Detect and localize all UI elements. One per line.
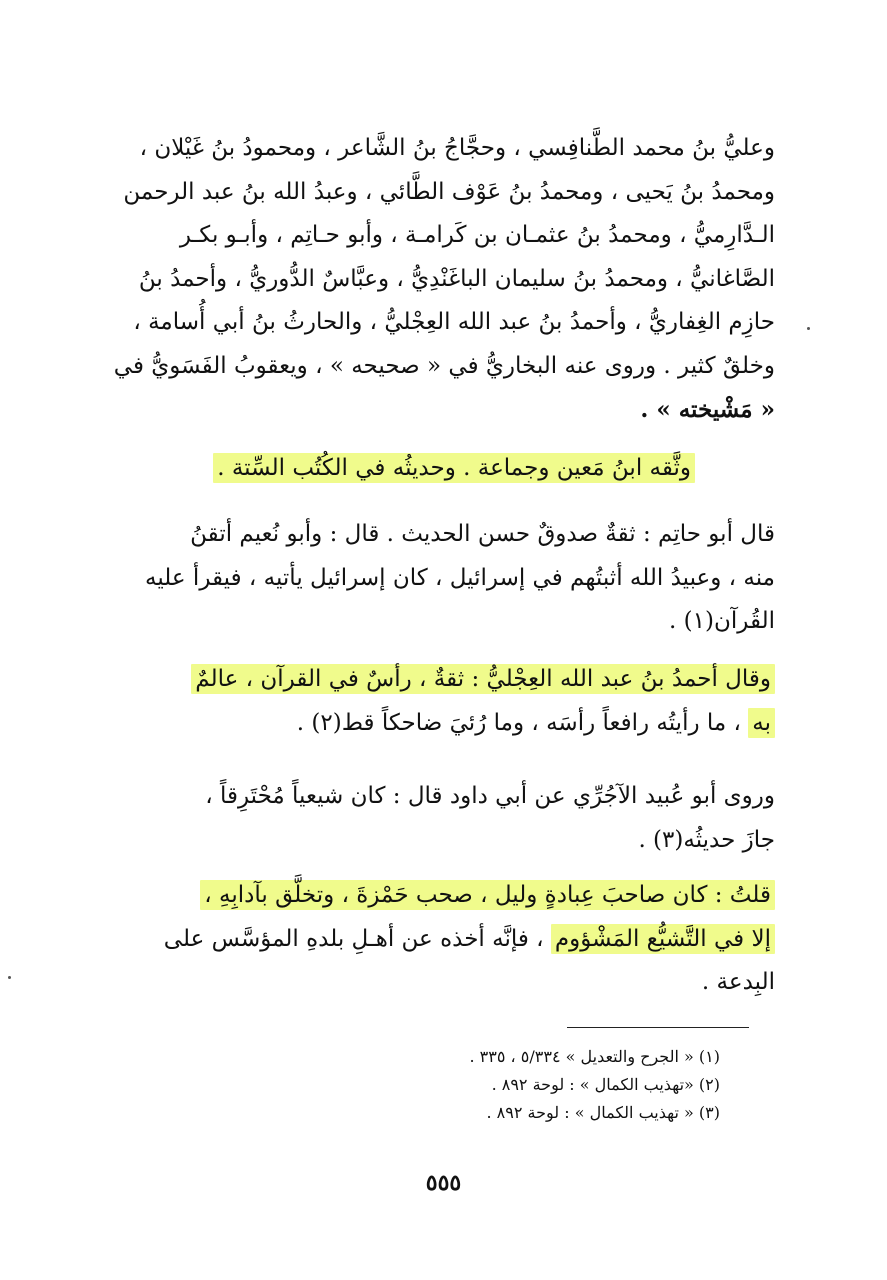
paragraph-1 xyxy=(113,127,775,432)
footnote-divider xyxy=(567,1027,749,1028)
text-line: القُرآن(١) . xyxy=(669,608,775,634)
text-line: ومحمدُ بنُ يَحيى ، ومحمدُ بنُ عَوْف الطَّائي ، وعبدُ الله بنُ عبد الرحمن xyxy=(123,178,775,205)
scan-speck xyxy=(8,976,11,979)
text-line: البِدعة . xyxy=(701,969,775,995)
text-line: قال أبو حاتِم : ثقةٌ صدوقٌ حسن الحديث . قال : وأبو نُعيم أتقنُ xyxy=(190,521,775,547)
highlighted-text: وثَّقه ابنُ مَعين وجماعة . وحديثُه في الكُتُب السِّتة . xyxy=(213,453,695,483)
paragraph-2 xyxy=(140,447,775,491)
paragraph-3 xyxy=(140,513,775,644)
paragraph-4 xyxy=(140,658,775,745)
text-line: ، فإنَّه أخذه عن أهـلِ بلدهِ المؤسَّس على xyxy=(163,925,551,952)
text-line: ، ما رأيتُه رافعاً رأسَه ، وما رُئيَ ضاحكاً قط(٢) . xyxy=(296,709,749,736)
highlighted-text: به xyxy=(748,708,775,738)
text-line: منه ، وعبيدُ الله أثبتُهم في إسرائيل ، كان إسرائيل يأتيه ، فيقرأ عليه xyxy=(145,564,775,591)
scan-speck xyxy=(807,327,810,330)
text-line: « مَشْيخته » . xyxy=(640,396,775,423)
footnotes xyxy=(400,1043,720,1127)
footnote-item: (٣) « تهذيب الكمال » : لوحة ٨٩٢ . xyxy=(486,1103,720,1122)
text-line: حازِم الغِفاريُّ ، وأحمدُ بنُ عبد الله العِجْليُّ ، والحارثُ بنُ أبي أُسامة ، xyxy=(133,309,775,335)
paragraph-5 xyxy=(140,775,775,862)
highlighted-text: قلتُ : كان صاحبَ عِبادةٍ وليل ، صحب حَمْزةَ ، وتخلَّق بآدابِهِ ، xyxy=(200,880,775,910)
highlighted-text: وقال أحمدُ بنُ عبد الله العِجْليُّ : ثقةٌ ، رأسٌ في القرآن ، عالمٌ xyxy=(191,664,775,694)
text-line: وخلقٌ كثير . وروى عنه البخاريُّ في « صحيحه » ، ويعقوبُ الفَسَويُّ في xyxy=(113,352,775,379)
footnote-item: (٢) «تهذيب الكمال » : لوحة ٨٩٢ . xyxy=(491,1075,720,1094)
text-line: وعليُّ بنُ محمد الطَّنافِسي ، وحجَّاجُ بنُ الشَّاعر ، ومحمودُ بنُ غَيْلان ، xyxy=(139,135,775,161)
text-line: وروى أبو عُبيد الآجُرِّي عن أبي داود قال : كان شيعياً مُحْتَرِقاً ، xyxy=(205,783,775,809)
text-line: جازَ حديثُه(٣) . xyxy=(638,826,775,853)
highlighted-text: إلا في التَّشيُّع المَشْؤوم xyxy=(551,924,775,954)
footnote-item: (١) « الجرح والتعديل » ٥/٣٣٤ ، ٣٣٥ . xyxy=(469,1047,720,1066)
paragraph-6 xyxy=(140,874,775,1005)
text-line: الـدَّارِميُّ ، ومحمدُ بنُ عثمـان بن كَرامـة ، وأبو حـاتِم ، وأبـو بكـر xyxy=(179,222,775,248)
text-line: الصَّاغانيُّ ، ومحمدُ بنُ سليمان الباغَنْدِيُّ ، وعبَّاسٌ الدُّوريُّ ، وأحمدُ بنُ xyxy=(138,265,775,292)
page-number: ٥٥٥ xyxy=(425,1170,462,1196)
